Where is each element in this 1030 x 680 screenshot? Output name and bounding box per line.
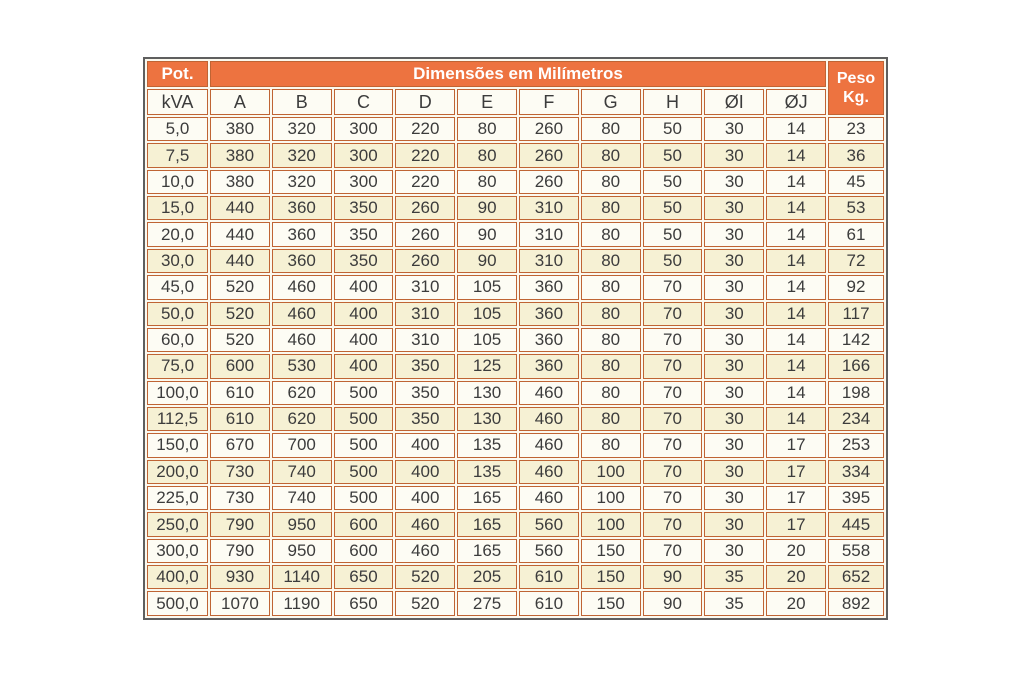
dimension-cell: 610 — [519, 565, 579, 589]
dimension-cell: 30 — [704, 117, 764, 141]
peso-cell: 61 — [828, 222, 884, 246]
dimension-cell: 50 — [643, 249, 703, 273]
table-row — [147, 433, 884, 457]
dimension-cell: 275 — [457, 591, 517, 616]
table-row — [147, 222, 884, 246]
kva-cell: 7,5 — [147, 143, 208, 167]
dimension-cell: 380 — [210, 143, 270, 167]
kva-cell: 400,0 — [147, 565, 208, 589]
dimension-cell: 70 — [643, 275, 703, 299]
peso-cell: 142 — [828, 328, 884, 352]
dimension-cell: 440 — [210, 249, 270, 273]
dimension-cell: 360 — [272, 222, 332, 246]
table-row — [147, 512, 884, 536]
kva-cell: 50,0 — [147, 302, 208, 326]
peso-cell: 45 — [828, 170, 884, 194]
dimension-cell: 310 — [519, 249, 579, 273]
dimension-cell: 460 — [272, 302, 332, 326]
dimension-cell: 14 — [766, 249, 826, 273]
dimension-cell: 650 — [334, 591, 394, 616]
dimension-cell: 30 — [704, 381, 764, 405]
dimension-cell: 360 — [272, 196, 332, 220]
dimension-cell: 90 — [457, 249, 517, 273]
dimension-cell: 90 — [643, 591, 703, 616]
dimension-cell: 320 — [272, 143, 332, 167]
dimension-cell: 730 — [210, 460, 270, 484]
dimension-cell: 30 — [704, 143, 764, 167]
dimension-cell: 105 — [457, 275, 517, 299]
kva-cell: 150,0 — [147, 433, 208, 457]
dimension-cell: 460 — [519, 460, 579, 484]
dimension-cell: 350 — [395, 407, 455, 431]
dimension-cell: 930 — [210, 565, 270, 589]
dimension-cell: 360 — [519, 275, 579, 299]
dimension-cell: 260 — [395, 196, 455, 220]
dimension-cell: 17 — [766, 512, 826, 536]
dimension-cell: 350 — [395, 354, 455, 378]
kva-cell: 15,0 — [147, 196, 208, 220]
dimension-cell: 30 — [704, 407, 764, 431]
dimension-cell: 70 — [643, 354, 703, 378]
dimension-cell: 80 — [457, 170, 517, 194]
dimension-cell: 650 — [334, 565, 394, 589]
table-row — [147, 302, 884, 326]
dimension-cell: 150 — [581, 539, 641, 563]
dimension-cell: 14 — [766, 143, 826, 167]
dimension-cell: 14 — [766, 275, 826, 299]
dimension-cell: 300 — [334, 170, 394, 194]
dimension-cell: 30 — [704, 354, 764, 378]
dimension-cell: 50 — [643, 196, 703, 220]
dimension-cell: 320 — [272, 170, 332, 194]
dimension-cell: 80 — [581, 302, 641, 326]
dimension-cell: 220 — [395, 170, 455, 194]
column-header-oj: ØJ — [766, 89, 826, 115]
dimension-cell: 600 — [334, 512, 394, 536]
dimension-cell: 80 — [581, 117, 641, 141]
dimension-cell: 20 — [766, 539, 826, 563]
peso-cell: 652 — [828, 565, 884, 589]
peso-cell: 445 — [828, 512, 884, 536]
dimension-cell: 30 — [704, 275, 764, 299]
peso-cell: 558 — [828, 539, 884, 563]
dimension-cell: 670 — [210, 433, 270, 457]
dimension-cell: 30 — [704, 302, 764, 326]
dimension-cell: 320 — [272, 117, 332, 141]
dimension-cell: 165 — [457, 512, 517, 536]
dimension-cell: 80 — [581, 407, 641, 431]
table-row — [147, 249, 884, 273]
dimension-cell: 17 — [766, 486, 826, 510]
dimension-cell: 520 — [210, 275, 270, 299]
dimension-cell: 70 — [643, 486, 703, 510]
dimension-cell: 380 — [210, 170, 270, 194]
peso-cell: 72 — [828, 249, 884, 273]
dimension-cell: 14 — [766, 222, 826, 246]
dimension-cell: 17 — [766, 433, 826, 457]
dimension-cell: 14 — [766, 302, 826, 326]
dimension-cell: 620 — [272, 381, 332, 405]
kva-cell: 75,0 — [147, 354, 208, 378]
peso-cell: 53 — [828, 196, 884, 220]
dimension-cell: 125 — [457, 354, 517, 378]
table-row — [147, 143, 884, 167]
dimension-cell: 1190 — [272, 591, 332, 616]
dimension-cell: 90 — [457, 196, 517, 220]
dimension-cell: 165 — [457, 539, 517, 563]
dimension-cell: 460 — [519, 381, 579, 405]
dimension-cell: 350 — [334, 196, 394, 220]
dimension-cell: 310 — [395, 302, 455, 326]
dimension-cell: 400 — [334, 328, 394, 352]
dimension-cell: 620 — [272, 407, 332, 431]
dimension-cell: 165 — [457, 486, 517, 510]
column-header-d: D — [395, 89, 455, 115]
table-row — [147, 486, 884, 510]
dimension-cell: 520 — [210, 328, 270, 352]
dimension-cell: 105 — [457, 328, 517, 352]
dimension-cell: 70 — [643, 433, 703, 457]
dimension-cell: 790 — [210, 539, 270, 563]
dimension-cell: 70 — [643, 302, 703, 326]
dimension-cell: 400 — [334, 354, 394, 378]
dimension-cell: 14 — [766, 170, 826, 194]
dimension-cell: 730 — [210, 486, 270, 510]
dimension-cell: 460 — [519, 433, 579, 457]
dimension-cell: 400 — [395, 460, 455, 484]
dimension-cell: 50 — [643, 170, 703, 194]
table-row — [147, 275, 884, 299]
dimension-cell: 1070 — [210, 591, 270, 616]
peso-cell: 117 — [828, 302, 884, 326]
table-row — [147, 117, 884, 141]
table-row — [147, 196, 884, 220]
dimension-cell: 70 — [643, 328, 703, 352]
dimension-cell: 220 — [395, 117, 455, 141]
kva-header: kVA — [147, 89, 208, 115]
dimension-cell: 400 — [395, 486, 455, 510]
dimension-cell: 520 — [210, 302, 270, 326]
dimension-cell: 460 — [395, 512, 455, 536]
column-header-b: B — [272, 89, 332, 115]
dimension-cell: 260 — [395, 222, 455, 246]
dimension-cell: 260 — [395, 249, 455, 273]
dimension-cell: 500 — [334, 407, 394, 431]
peso-cell: 166 — [828, 354, 884, 378]
peso-cell: 36 — [828, 143, 884, 167]
dimension-cell: 610 — [210, 407, 270, 431]
table-header-row-2 — [147, 89, 884, 115]
dimension-cell: 520 — [395, 565, 455, 589]
dimension-cell: 80 — [581, 170, 641, 194]
dimension-cell: 610 — [210, 381, 270, 405]
dimension-cell: 310 — [395, 275, 455, 299]
dimension-cell: 135 — [457, 460, 517, 484]
dimension-cell: 50 — [643, 117, 703, 141]
dimension-cell: 150 — [581, 591, 641, 616]
kva-cell: 250,0 — [147, 512, 208, 536]
dimension-cell: 70 — [643, 381, 703, 405]
dimension-cell: 520 — [395, 591, 455, 616]
dimension-cell: 80 — [581, 143, 641, 167]
dimension-cell: 30 — [704, 249, 764, 273]
column-header-oi: ØI — [704, 89, 764, 115]
dimension-cell: 80 — [581, 222, 641, 246]
dimension-cell: 130 — [457, 381, 517, 405]
column-header-h: H — [643, 89, 703, 115]
dimension-cell: 460 — [395, 539, 455, 563]
dimension-cell: 205 — [457, 565, 517, 589]
dimension-cell: 440 — [210, 222, 270, 246]
table-row — [147, 354, 884, 378]
table-row — [147, 328, 884, 352]
kva-cell: 100,0 — [147, 381, 208, 405]
dimensions-table — [143, 57, 888, 620]
table-body — [147, 117, 884, 616]
dimension-cell: 90 — [457, 222, 517, 246]
peso-cell: 23 — [828, 117, 884, 141]
dimension-cell: 500 — [334, 433, 394, 457]
dimension-cell: 500 — [334, 460, 394, 484]
dimension-cell: 500 — [334, 381, 394, 405]
dimension-cell: 700 — [272, 433, 332, 457]
dimension-cell: 14 — [766, 328, 826, 352]
dimension-cell: 70 — [643, 539, 703, 563]
dimension-cell: 310 — [519, 222, 579, 246]
dimension-cell: 950 — [272, 539, 332, 563]
dimension-cell: 360 — [519, 302, 579, 326]
kva-cell: 500,0 — [147, 591, 208, 616]
kva-cell: 30,0 — [147, 249, 208, 273]
dimension-cell: 400 — [334, 302, 394, 326]
dimension-cell: 530 — [272, 354, 332, 378]
dimension-cell: 260 — [519, 143, 579, 167]
kva-cell: 225,0 — [147, 486, 208, 510]
kva-cell: 60,0 — [147, 328, 208, 352]
kva-cell: 45,0 — [147, 275, 208, 299]
table-row — [147, 591, 884, 616]
dimension-cell: 80 — [581, 433, 641, 457]
kva-cell: 5,0 — [147, 117, 208, 141]
table-row — [147, 460, 884, 484]
dimension-cell: 30 — [704, 539, 764, 563]
dimension-cell: 100 — [581, 486, 641, 510]
dimension-cell: 300 — [334, 143, 394, 167]
kva-cell: 200,0 — [147, 460, 208, 484]
peso-cell: 234 — [828, 407, 884, 431]
dimension-cell: 600 — [334, 539, 394, 563]
dimension-cell: 80 — [581, 249, 641, 273]
dimension-cell: 80 — [457, 143, 517, 167]
dimensions-title: Dimensões em Milímetros — [210, 61, 826, 87]
dimension-cell: 20 — [766, 591, 826, 616]
dimension-cell: 80 — [581, 354, 641, 378]
dimension-cell: 35 — [704, 565, 764, 589]
dimension-cell: 440 — [210, 196, 270, 220]
table-header-row-1 — [147, 61, 884, 87]
peso-cell: 334 — [828, 460, 884, 484]
dimension-cell: 105 — [457, 302, 517, 326]
dimension-cell: 80 — [457, 117, 517, 141]
dimension-cell: 350 — [334, 222, 394, 246]
dimension-cell: 100 — [581, 460, 641, 484]
dimension-cell: 220 — [395, 143, 455, 167]
dimension-cell: 100 — [581, 512, 641, 536]
dimension-cell: 30 — [704, 433, 764, 457]
dimension-cell: 70 — [643, 512, 703, 536]
dimension-cell: 360 — [519, 354, 579, 378]
kva-cell: 112,5 — [147, 407, 208, 431]
dimension-cell: 80 — [581, 381, 641, 405]
dimension-cell: 460 — [519, 407, 579, 431]
peso-header-line1: Peso — [836, 70, 876, 87]
dimension-cell: 30 — [704, 222, 764, 246]
table-row — [147, 539, 884, 563]
peso-cell: 892 — [828, 591, 884, 616]
dimension-cell: 600 — [210, 354, 270, 378]
dimension-cell: 260 — [519, 117, 579, 141]
dimension-cell: 70 — [643, 407, 703, 431]
dimension-cell: 260 — [519, 170, 579, 194]
dimension-cell: 14 — [766, 407, 826, 431]
peso-cell: 198 — [828, 381, 884, 405]
dimension-cell: 14 — [766, 117, 826, 141]
dimension-cell: 560 — [519, 512, 579, 536]
column-header-c: C — [334, 89, 394, 115]
dimension-cell: 14 — [766, 354, 826, 378]
dimension-cell: 360 — [272, 249, 332, 273]
dimension-cell: 50 — [643, 222, 703, 246]
dimension-cell: 610 — [519, 591, 579, 616]
dimension-cell: 740 — [272, 486, 332, 510]
column-header-e: E — [457, 89, 517, 115]
column-header-g: G — [581, 89, 641, 115]
dimension-cell: 380 — [210, 117, 270, 141]
dimension-cell: 80 — [581, 275, 641, 299]
dimension-cell: 790 — [210, 512, 270, 536]
column-header-f: F — [519, 89, 579, 115]
table-row — [147, 565, 884, 589]
kva-cell: 10,0 — [147, 170, 208, 194]
dimension-cell: 14 — [766, 381, 826, 405]
dimension-cell: 80 — [581, 196, 641, 220]
dimension-cell: 310 — [519, 196, 579, 220]
dimension-cell: 460 — [272, 275, 332, 299]
dimension-cell: 135 — [457, 433, 517, 457]
dimension-cell: 80 — [581, 328, 641, 352]
peso-header — [828, 61, 884, 115]
dimension-cell: 150 — [581, 565, 641, 589]
dimension-cell: 70 — [643, 460, 703, 484]
dimension-cell: 460 — [272, 328, 332, 352]
dimension-cell: 130 — [457, 407, 517, 431]
dimension-cell: 14 — [766, 196, 826, 220]
dimension-cell: 350 — [334, 249, 394, 273]
dimension-cell: 35 — [704, 591, 764, 616]
dimension-cell: 90 — [643, 565, 703, 589]
peso-cell: 92 — [828, 275, 884, 299]
table-row — [147, 170, 884, 194]
column-header-a: A — [210, 89, 270, 115]
peso-cell: 395 — [828, 486, 884, 510]
dimension-cell: 30 — [704, 170, 764, 194]
dimension-cell: 300 — [334, 117, 394, 141]
table-row — [147, 407, 884, 431]
dimension-cell: 30 — [704, 512, 764, 536]
dimension-cell: 30 — [704, 196, 764, 220]
dimension-cell: 500 — [334, 486, 394, 510]
dimension-cell: 1140 — [272, 565, 332, 589]
dimension-cell: 310 — [395, 328, 455, 352]
dimension-cell: 740 — [272, 460, 332, 484]
dimension-cell: 30 — [704, 328, 764, 352]
dimension-cell: 30 — [704, 460, 764, 484]
dimension-cell: 350 — [395, 381, 455, 405]
dimension-cell: 460 — [519, 486, 579, 510]
kva-cell: 20,0 — [147, 222, 208, 246]
table-row — [147, 381, 884, 405]
dimension-cell: 950 — [272, 512, 332, 536]
kva-cell: 300,0 — [147, 539, 208, 563]
dimension-cell: 360 — [519, 328, 579, 352]
pot-header: Pot. — [147, 61, 208, 87]
dimension-cell: 20 — [766, 565, 826, 589]
peso-cell: 253 — [828, 433, 884, 457]
peso-header-line2: Kg. — [843, 89, 869, 106]
dimension-cell: 400 — [395, 433, 455, 457]
dimension-cell: 50 — [643, 143, 703, 167]
dimension-cell: 17 — [766, 460, 826, 484]
dimension-cell: 560 — [519, 539, 579, 563]
dimension-cell: 30 — [704, 486, 764, 510]
dimension-cell: 400 — [334, 275, 394, 299]
